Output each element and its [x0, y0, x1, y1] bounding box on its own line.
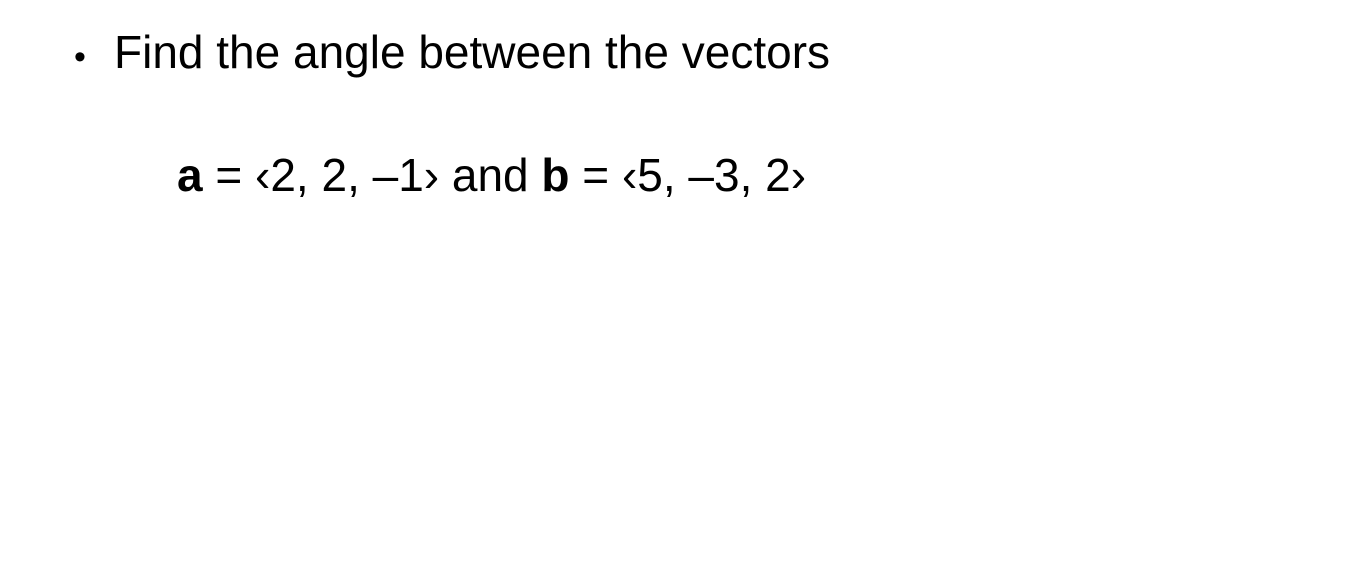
bullet-point: [74, 20, 830, 89]
vector-equation: [177, 143, 806, 207]
vector-a-value: = ‹2, 2, –1›: [202, 149, 452, 201]
vector-b-name: b: [541, 149, 570, 201]
bullet-icon: •: [74, 38, 86, 76]
prompt-text: Find the angle between the vectors: [114, 26, 831, 78]
vector-a-name: a: [177, 149, 203, 201]
vector-b-value: = ‹5, –3, 2›: [569, 149, 807, 201]
connector-text: and: [451, 149, 529, 201]
